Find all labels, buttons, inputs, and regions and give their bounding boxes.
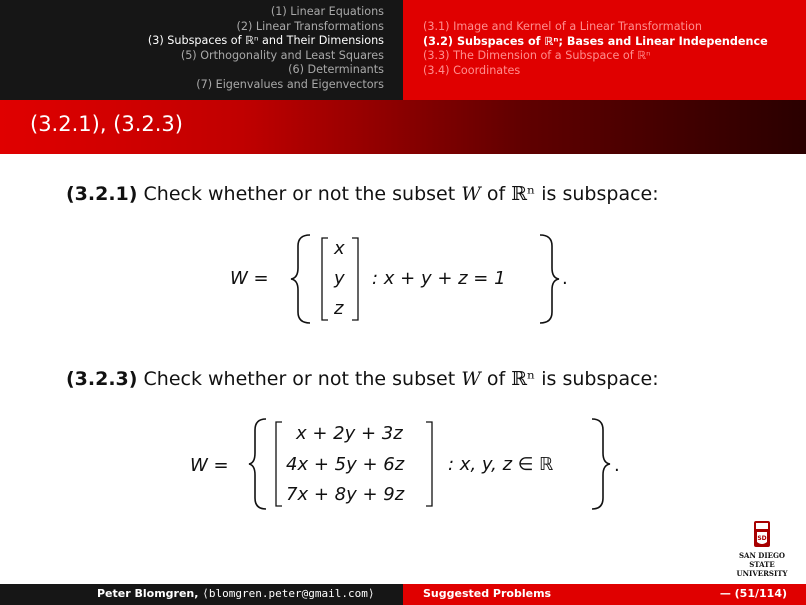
eq2-vector-right-bracket bbox=[424, 416, 436, 512]
header bbox=[0, 0, 806, 100]
set-symbol: W bbox=[461, 368, 481, 390]
eq1-condition: : x + y + z = 1 bbox=[372, 268, 506, 289]
problem-3-2-3-statement bbox=[66, 368, 659, 390]
author-email[interactable]: ⟨blomgren.peter@gmail.com⟩ bbox=[202, 587, 375, 600]
eq2-period: . bbox=[614, 455, 620, 476]
author-name: Peter Blomgren, bbox=[97, 587, 199, 600]
problem-text-end: is subspace: bbox=[541, 368, 659, 390]
section-nav-panel bbox=[0, 0, 403, 100]
eq1-right-brace bbox=[538, 232, 560, 326]
eq1-vector-entry-2: y bbox=[334, 268, 345, 289]
eq1-period: . bbox=[562, 268, 568, 289]
eq2-vector-entry-3: 7x + 8y + 9z bbox=[286, 484, 405, 505]
nav-subsection-3-2[interactable]: (3.2) Subspaces of ℝⁿ; Bases and Linear Independence bbox=[423, 34, 768, 48]
nav-subsection-3-1[interactable]: (3.1) Image and Kernel of a Linear Transformation bbox=[423, 20, 702, 33]
nav-subsection-3-4[interactable]: (3.4) Coordinates bbox=[423, 63, 521, 77]
eq1-vector-entry-3: z bbox=[334, 298, 344, 319]
problem-text-end: is subspace: bbox=[541, 183, 659, 205]
subsection-nav-panel bbox=[403, 0, 806, 100]
problem-3-2-1-statement bbox=[66, 183, 659, 205]
nav-section-7[interactable]: (7) Eigenvalues and Eigenvectors bbox=[196, 77, 384, 91]
footer-right bbox=[403, 584, 806, 605]
logo-line-2: UNIVERSITY bbox=[736, 569, 788, 578]
problem-text-of: of bbox=[486, 183, 506, 205]
eq2-condition: : x, y, z ∈ ℝ bbox=[448, 454, 554, 475]
university-logo bbox=[731, 520, 793, 578]
footer bbox=[0, 584, 806, 605]
nav-section-5[interactable]: (5) Orthogonality and Least Squares bbox=[180, 48, 384, 62]
set-symbol: W bbox=[461, 183, 481, 205]
problem-text-of: of bbox=[486, 368, 506, 390]
eq2-right-brace bbox=[590, 416, 612, 512]
space-symbol: ℝⁿ bbox=[511, 368, 536, 390]
footer-section-title[interactable]: Suggested Problems bbox=[423, 587, 552, 600]
footer-author bbox=[97, 587, 374, 600]
logo-mark: SD bbox=[757, 535, 767, 542]
space-symbol: ℝⁿ bbox=[511, 183, 536, 205]
problem-number: (3.2.1) bbox=[66, 183, 138, 205]
footer-page-number: — (51/114) bbox=[719, 587, 787, 600]
eq2-left-brackets bbox=[248, 416, 288, 512]
section-nav bbox=[148, 5, 384, 93]
nav-section-3[interactable]: (3) Subspaces of ℝⁿ and Their Dimensions bbox=[147, 34, 384, 48]
nav-section-6[interactable]: (6) Determinants bbox=[288, 63, 384, 77]
problem-text: Check whether or not the subset bbox=[143, 368, 456, 390]
nav-section-1[interactable]: (1) Linear Equations bbox=[270, 5, 384, 18]
eq1-vector-entry-1: x bbox=[334, 238, 345, 259]
frame-title: (3.2.1), (3.2.3) bbox=[30, 112, 183, 136]
eq1-lhs: W = bbox=[230, 268, 269, 289]
eq1-vector-right-bracket bbox=[350, 232, 362, 326]
logo-wordmark bbox=[731, 551, 793, 578]
eq2-vector-entry-1: x + 2y + 3z bbox=[296, 423, 403, 444]
nav-section-2[interactable]: (2) Linear Transformations bbox=[236, 19, 384, 33]
nav-subsection-3-3[interactable]: (3.3) The Dimension of a Subspace of ℝⁿ bbox=[423, 49, 651, 63]
problem-text: Check whether or not the subset bbox=[143, 183, 456, 205]
logo-line-1: SAN DIEGO STATE bbox=[738, 551, 786, 569]
eq2-vector-entry-2: 4x + 5y + 6z bbox=[286, 454, 405, 475]
eq2-lhs: W = bbox=[190, 455, 229, 476]
subsection-nav bbox=[423, 20, 768, 78]
problem-number: (3.2.3) bbox=[66, 368, 138, 390]
footer-left bbox=[0, 584, 403, 605]
